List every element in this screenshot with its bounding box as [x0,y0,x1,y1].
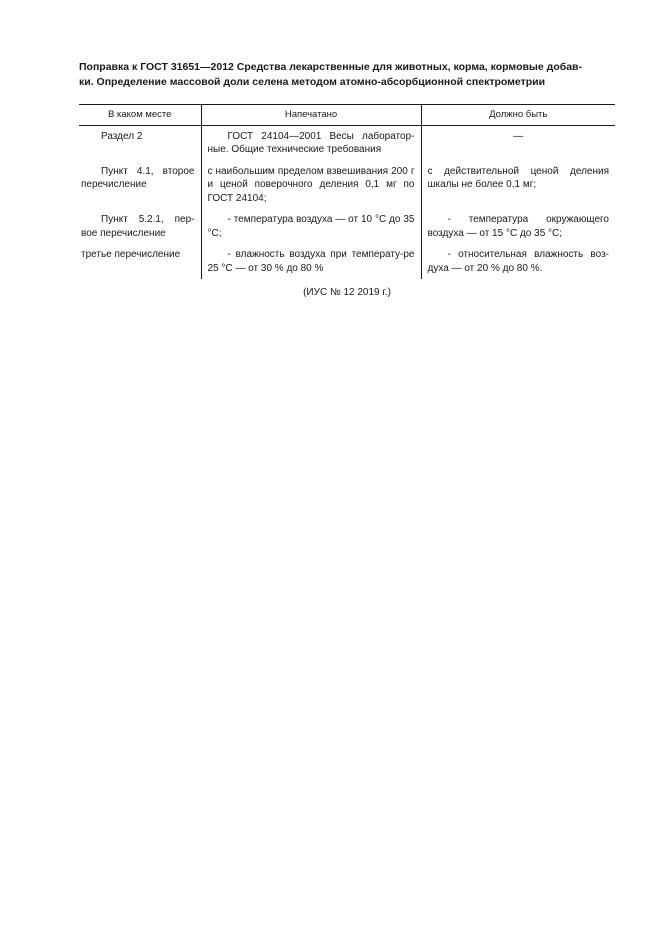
title-line-1: Поправка к ГОСТ 31651—2012 Средства лекарственные для животных, корма, кормовые добав- [79,61,583,73]
cell-place: Раздел 2 [101,130,143,142]
cell-place: Пункт 4.1, второе перечисление [81,165,195,190]
table-row [79,163,615,212]
correction-table [79,104,615,279]
cell-printed: ГОСТ 24104—2001 Весы лаборатор-ные. Общие технические требования [201,125,421,163]
header-place: В каком месте [79,105,201,126]
cell-place: третье перечисление [81,249,181,260]
table-row [79,246,615,279]
cell-place: Пункт 5.2.1, пер-вое перечисление [81,214,195,239]
cell-printed: - температура воздуха — от 10 °С до 35 °С; [201,211,421,246]
table-header-row [79,105,615,126]
cell-should-be: - относительная влажность воз-духа — от 20 % до 80 %. [427,249,609,274]
table-row [79,125,615,163]
header-should-be: Должно быть [421,105,615,126]
cell-should-be: - температура окружающего воздуха — от 15 °С до 35 °С; [427,214,609,239]
header-printed: Напечатано [201,105,421,126]
cell-should-be: с действительной ценой деления шкалы не более 0,1 мг; [427,165,609,190]
cell-should-be: — [513,130,524,142]
table-row [79,211,615,246]
document-title [79,60,615,90]
cell-printed: с наибольшим пределом взвешивания 200 г и ценой поверочного деления 0,1 мг по ГОСТ 24104; [201,163,421,212]
publication-note: (ИУС № 12 2019 г.) [303,287,391,298]
cell-printed: - влажность воздуха при температу-ре 25 °С — от 30 % до 80 % [201,246,421,279]
title-line-2: ки. Определение массовой доли селена методом атомно-абсорбционной спектрометрии [79,76,546,88]
